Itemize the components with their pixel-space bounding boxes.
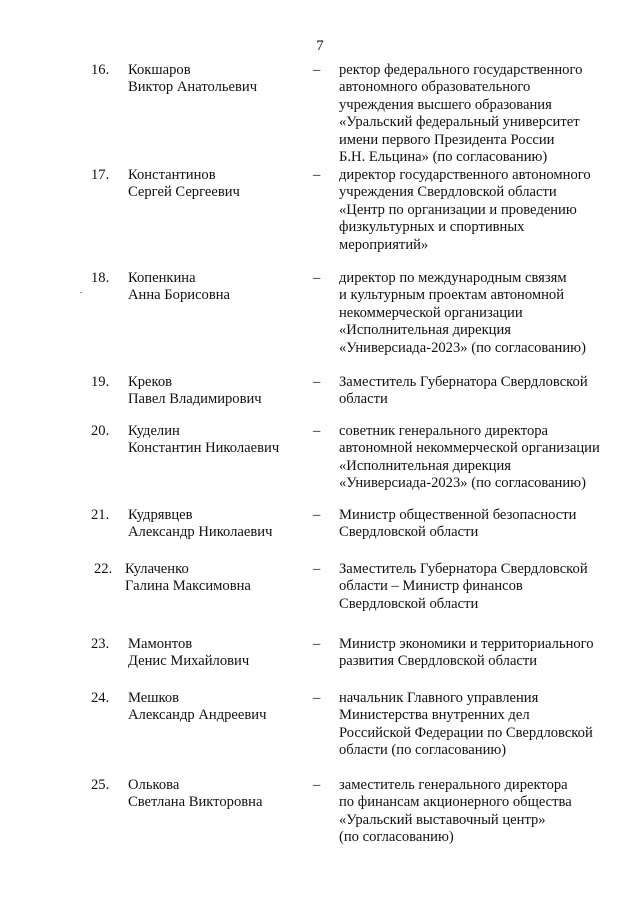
entry-name: [128, 167, 308, 202]
position-line: «Уральский выставочный центр»: [339, 811, 546, 828]
entry-number: 16.: [91, 62, 110, 78]
dash: –: [313, 270, 321, 286]
entry-name: [128, 777, 308, 812]
dash: –: [313, 690, 321, 706]
dash: –: [313, 777, 321, 793]
position-line: «Исполнительная дирекция: [339, 457, 512, 474]
entry-position: [339, 167, 639, 254]
position-line: некоммерческой организации: [339, 304, 523, 321]
position-line: имени первого Президента России: [339, 131, 555, 148]
given-name: Анна Борисовна: [128, 287, 231, 304]
entry-name: [128, 423, 308, 458]
position-line: «Универсиада-2023» (по согласованию): [339, 475, 586, 492]
position-line: и культурным проектам автономной: [339, 287, 564, 304]
position-line: по финансам акционерного общества: [339, 794, 572, 811]
entry-number: 20.: [91, 423, 110, 439]
position-line: развития Свердловской области: [339, 653, 538, 670]
scan-mark: [80, 292, 82, 293]
dash: –: [313, 423, 321, 439]
surname: Кудрявцев: [128, 507, 193, 523]
dash: –: [313, 62, 321, 78]
surname: Константинов: [128, 167, 216, 183]
entry-number: 18.: [91, 270, 110, 286]
given-name: Денис Михайлович: [128, 653, 250, 670]
entry-position: [339, 270, 639, 357]
given-name: Виктор Анатольевич: [128, 79, 258, 96]
entry-position: [339, 374, 639, 409]
surname: Мешков: [128, 690, 180, 706]
dash: –: [313, 507, 321, 523]
given-name: Александр Андреевич: [128, 707, 267, 724]
position-line: Б.Н. Ельцина» (по согласованию): [339, 149, 548, 166]
position-line: Заместитель Губернатора Свердловской: [339, 561, 588, 577]
entry-position: [339, 423, 639, 493]
surname: Кокшаров: [128, 62, 191, 78]
entry-name: [128, 62, 308, 97]
entry-name: [128, 507, 308, 542]
entry-position: [339, 507, 639, 542]
entry-position: [339, 636, 639, 671]
surname: Кулаченко: [125, 561, 189, 577]
entry-number: 22.: [94, 561, 113, 577]
given-name: Константин Николаевич: [128, 440, 280, 457]
position-line: Свердловской области: [339, 524, 479, 541]
given-name: Светлана Викторовна: [128, 794, 263, 811]
position-line: Министр экономики и территориального: [339, 636, 594, 652]
entry-position: [339, 62, 639, 166]
position-line: области (по согласованию): [339, 742, 507, 759]
position-line: автономного образовательного: [339, 79, 531, 96]
given-name: Галина Максимовна: [125, 578, 251, 595]
entry-name: [128, 270, 308, 305]
position-line: «Универсиада-2023» (по согласованию): [339, 339, 586, 356]
surname: Олькова: [128, 777, 180, 793]
entry-number: 23.: [91, 636, 110, 652]
given-name: Сергей Сергеевич: [128, 184, 240, 201]
entry-name: [125, 561, 305, 596]
position-line: «Уральский федеральный университет: [339, 114, 580, 131]
position-line: области: [339, 391, 388, 408]
entry-name: [128, 374, 308, 409]
position-line: заместитель генерального директора: [339, 777, 568, 793]
dash: –: [313, 374, 321, 390]
entry-position: [339, 561, 639, 613]
given-name: Павел Владимирович: [128, 391, 262, 408]
surname: Копенкина: [128, 270, 196, 286]
surname: Креков: [128, 374, 173, 390]
position-line: учреждения высшего образования: [339, 96, 552, 113]
position-line: автономной некоммерческой организации: [339, 440, 600, 457]
dash: –: [313, 636, 321, 652]
position-line: Министр общественной безопасности: [339, 507, 577, 523]
entry-position: [339, 690, 639, 760]
dash: –: [313, 167, 321, 183]
position-line: физкультурных и спортивных: [339, 219, 525, 236]
page-number: 7: [316, 38, 324, 54]
entry-number: 24.: [91, 690, 110, 706]
given-name: Александр Николаевич: [128, 524, 273, 541]
entry-number: 17.: [91, 167, 110, 183]
position-line: Свердловской области: [339, 595, 479, 612]
surname: Куделин: [128, 423, 180, 439]
position-line: ректор федерального государственного: [339, 62, 583, 78]
entry-position: [339, 777, 639, 847]
position-line: (по согласованию): [339, 829, 454, 846]
position-line: «Центр по организации и проведению: [339, 201, 577, 218]
position-line: «Исполнительная дирекция: [339, 322, 512, 339]
entry-number: 25.: [91, 777, 110, 793]
position-line: Министерства внутренних дел: [339, 707, 530, 724]
position-line: начальник Главного управления: [339, 690, 539, 706]
entry-number: 21.: [91, 507, 110, 523]
entry-name: [128, 636, 308, 671]
position-line: директор по международным связям: [339, 270, 567, 286]
position-line: советник генерального директора: [339, 423, 549, 439]
position-line: Российской Федерации по Свердловской: [339, 724, 593, 741]
entry-name: [128, 690, 308, 725]
entry-number: 19.: [91, 374, 110, 390]
surname: Мамонтов: [128, 636, 193, 652]
position-line: учреждения Свердловской области: [339, 184, 557, 201]
position-line: Заместитель Губернатора Свердловской: [339, 374, 588, 390]
position-line: мероприятий»: [339, 236, 429, 253]
position-line: области – Министр финансов: [339, 578, 523, 595]
dash: –: [313, 561, 321, 577]
position-line: директор государственного автономного: [339, 167, 591, 183]
